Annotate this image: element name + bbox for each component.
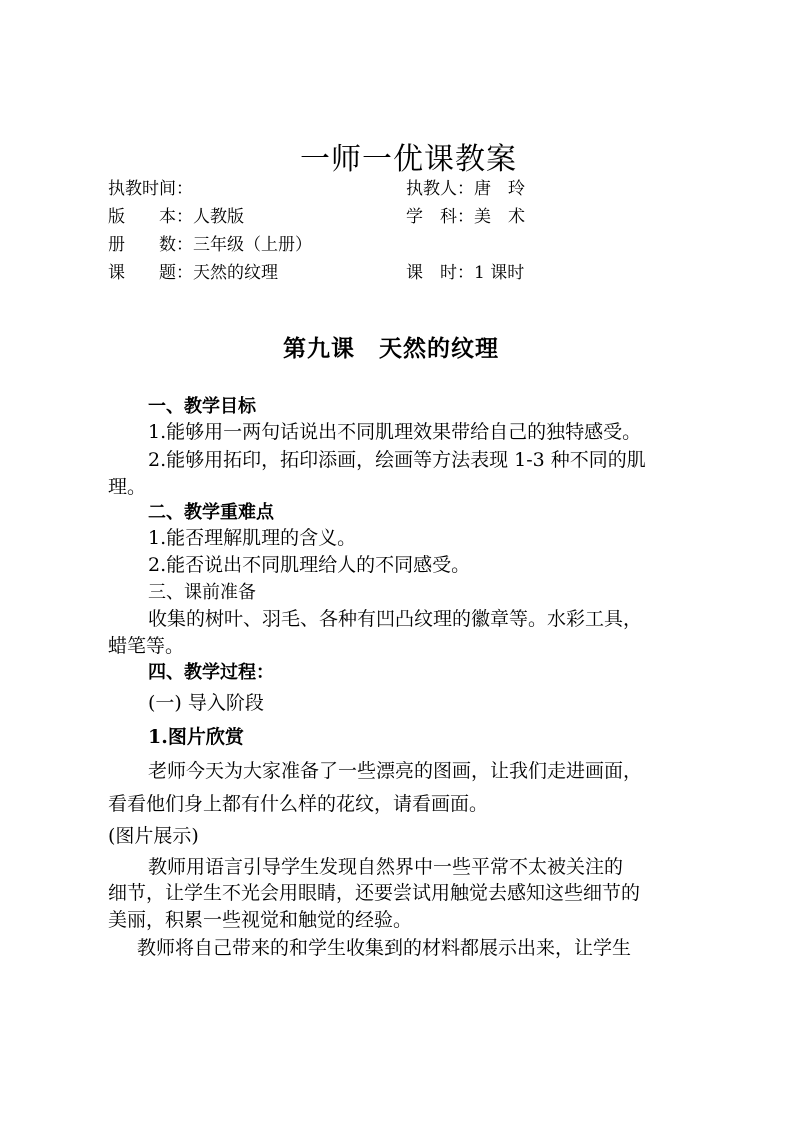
- objective-item-1: 1.能够用一两句话说出不同肌理效果带给自己的独特感受。: [148, 421, 642, 443]
- section-heading-process: 四、教学过程：: [148, 662, 274, 683]
- paragraph-1-line-2: 看看他们身上都有什么样的花纹，请看画面。: [108, 793, 489, 815]
- objective-item-2-line-2: 理。: [108, 476, 147, 498]
- topic-label: 课 题：天然的纹理: [108, 263, 278, 283]
- teacher-label: 执教人：唐 玲: [406, 179, 525, 199]
- paragraph-3-line-1: 教师用语言引导学生发现自然界中一些平常不太被关注的: [148, 856, 624, 878]
- hours-label: 课 时：1 课时: [406, 263, 525, 283]
- paragraph-1-line-1: 老师今天为大家准备了一些漂亮的图画，让我们走进画面，: [148, 760, 643, 782]
- teaching-time-label: 执教时间：: [108, 179, 193, 199]
- key-point-item-1: 1.能否理解肌理的含义。: [148, 527, 357, 549]
- paragraph-3-line-3: 美丽，积累一些视觉和触觉的经验。: [108, 909, 413, 931]
- process-item-picture-appreciation: 1.图片欣赏: [148, 726, 244, 748]
- document-title: 一师一优课教案: [300, 142, 517, 177]
- section-heading-key-points: 二、教学重难点: [148, 502, 274, 523]
- picture-display-note: (图片展示): [108, 825, 199, 847]
- key-point-item-2: 2.能否说出不同肌理给人的不同感受。: [148, 554, 471, 576]
- objective-item-2-line-1: 2.能够用拓印，拓印添画，绘画等方法表现 1-3 种不同的肌: [148, 449, 646, 471]
- preparation-line-1: 收集的树叶、羽毛、各种有凹凸纹理的徽章等。水彩工具，: [148, 608, 643, 630]
- section-heading-objectives: 一、教学目标: [148, 396, 256, 417]
- grade-label: 册 数：三年级（上册）: [108, 235, 312, 255]
- subject-label: 学 科：美 术: [406, 207, 525, 227]
- lesson-title: 第九课 天然的纹理: [283, 335, 499, 362]
- process-subsection-intro: (一) 导入阶段: [148, 692, 264, 714]
- edition-label: 版 本：人教版: [108, 207, 244, 227]
- paragraph-3-line-2: 细节，让学生不光会用眼睛，还要尝试用触觉去感知这些细节的: [108, 882, 641, 904]
- section-heading-preparation: 三、课前准备: [148, 582, 256, 603]
- paragraph-4-line-1: 教师将自己带来的和学生收集到的材料都展示出来，让学生: [137, 937, 632, 959]
- preparation-line-2: 蜡笔等。: [108, 635, 185, 657]
